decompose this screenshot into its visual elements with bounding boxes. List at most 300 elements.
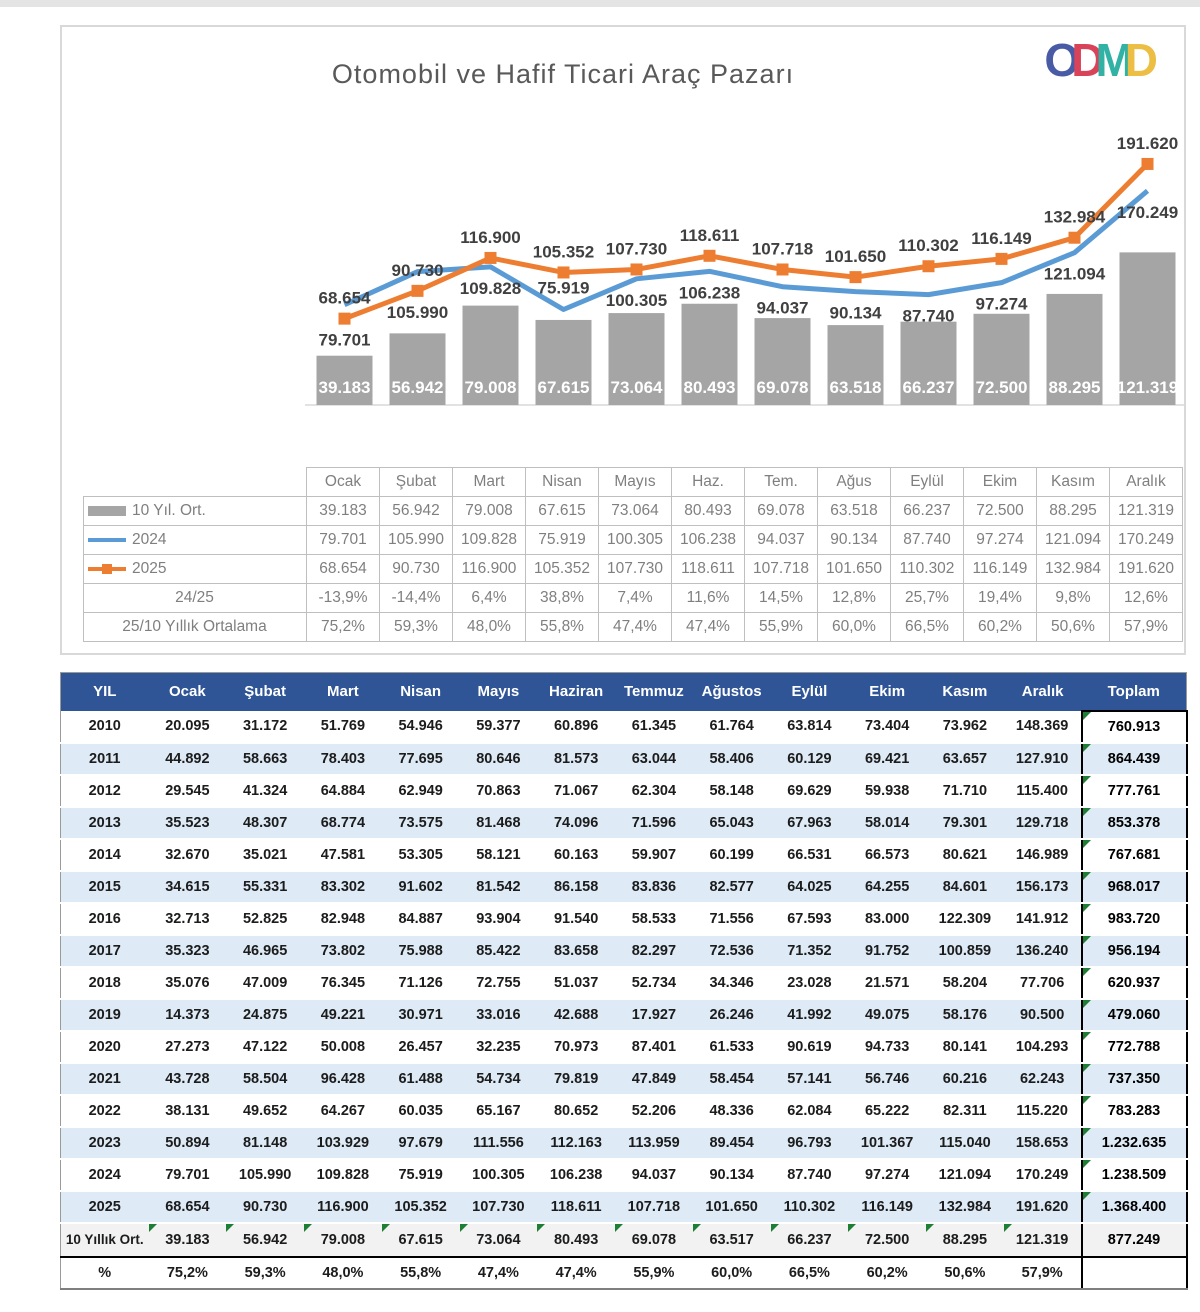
summary-cell: 69.078 [745,497,818,526]
month-value-cell: 62.243 [1004,1063,1082,1095]
logo-letter: O [1044,34,1081,86]
label-2024: 106.238 [678,283,741,303]
column-header: Ocak [149,673,227,711]
month-value-cell: 118.611 [537,1191,615,1223]
marker-2025 [777,263,789,275]
month-value-cell: 87.740 [771,1159,849,1191]
label-2024: 109.828 [459,278,522,298]
month-value-cell: 41.992 [771,999,849,1031]
month-value-cell: 121.094 [926,1159,1004,1191]
combo-chart [62,115,1186,462]
summary-cell: 107.718 [745,555,818,584]
month-value-cell: 57.141 [771,1063,849,1095]
green-triangle-icon [1083,840,1091,848]
month-value-cell: 58.406 [693,743,771,775]
bar-label: 66.237 [902,378,955,397]
label-2024: 105.990 [386,302,449,322]
column-header: Toplam [1082,673,1187,711]
month-value-cell: 31.172 [226,711,304,743]
month-value-cell: 68.774 [304,807,382,839]
month-value-cell: 71.710 [926,775,1004,807]
month-value-cell: 82.577 [693,871,771,903]
green-triangle-icon [304,1224,312,1232]
month-header: Ağus [818,468,891,497]
month-value-cell: 136.240 [1004,935,1082,967]
year-cell: 2023 [61,1127,149,1159]
green-triangle-icon [1083,1096,1091,1104]
green-triangle-icon [1083,1000,1091,1008]
month-value-cell: 17.927 [615,999,693,1031]
month-value-cell: 71.126 [382,967,460,999]
total-cell: 864.439 [1082,743,1187,775]
month-value-cell: 94.733 [848,1031,926,1063]
avg-total-cell: 877.249 [1082,1223,1187,1257]
percent-value-cell: 48,0% [304,1257,382,1289]
month-value-cell: 53.305 [382,839,460,871]
avg-value-cell: 79.008 [304,1223,382,1257]
month-value-cell: 71.556 [693,903,771,935]
summary-cell: 118.611 [672,555,745,584]
total-cell: 956.194 [1082,935,1187,967]
month-value-cell: 69.629 [771,775,849,807]
summary-cell: 97.274 [964,526,1037,555]
month-value-cell: 55.331 [226,871,304,903]
month-value-cell: 34.346 [693,967,771,999]
percent-value-cell: 60,2% [848,1257,926,1289]
year-cell: 2020 [61,1031,149,1063]
year-cell: 2016 [61,903,149,935]
month-value-cell: 60.216 [926,1063,1004,1095]
marker-2025 [923,260,935,272]
summary-cell: 55,9% [745,613,818,642]
summary-row [84,584,1183,613]
column-header: Şubat [226,673,304,711]
month-header: Mart [453,468,526,497]
month-value-cell: 79.819 [537,1063,615,1095]
month-header: Şubat [380,468,453,497]
month-value-cell: 62.084 [771,1095,849,1127]
total-cell: 983.720 [1082,903,1187,935]
logo-letter: M [1095,34,1134,86]
logo-letter: D [1071,34,1105,86]
bar-label: 73.064 [610,378,663,397]
year-cell: 2012 [61,775,149,807]
month-value-cell: 81.468 [460,807,538,839]
avg-value-cell: 67.615 [382,1223,460,1257]
month-header: Mayıs [599,468,672,497]
month-value-cell: 70.863 [460,775,538,807]
month-value-cell: 84.601 [926,871,1004,903]
month-value-cell: 32.670 [149,839,227,871]
column-header: Mayıs [460,673,538,711]
month-value-cell: 64.884 [304,775,382,807]
percent-value-cell: 60,0% [693,1257,771,1289]
bar-label: 69.078 [756,378,809,397]
month-value-cell: 110.302 [771,1191,849,1223]
month-value-cell: 81.148 [226,1127,304,1159]
label-2024: 170.249 [1116,202,1179,222]
summary-cell: 132.984 [1037,555,1110,584]
month-value-cell: 94.037 [615,1159,693,1191]
chart-summary-table [83,467,1183,642]
empty-corner [84,468,307,497]
total-cell: 1.238.509 [1082,1159,1187,1191]
summary-cell: 87.740 [891,526,964,555]
summary-row [84,497,1183,526]
percent-value-cell: 47,4% [537,1257,615,1289]
month-value-cell: 106.238 [537,1159,615,1191]
green-triangle-icon [1083,776,1091,784]
bar-label: 121.319 [1116,378,1179,397]
month-value-cell: 71.352 [771,935,849,967]
total-cell: 737.350 [1082,1063,1187,1095]
month-value-cell: 78.403 [304,743,382,775]
month-value-cell: 109.828 [304,1159,382,1191]
year-row [61,1159,1187,1191]
summary-cell: 25,7% [891,584,964,613]
month-value-cell: 71.596 [615,807,693,839]
label-2025: 107.718 [751,239,814,259]
month-value-cell: 33.016 [460,999,538,1031]
month-value-cell: 61.345 [615,711,693,743]
month-value-cell: 84.887 [382,903,460,935]
month-value-cell: 58.504 [226,1063,304,1095]
month-value-cell: 148.369 [1004,711,1082,743]
month-value-cell: 89.454 [693,1127,771,1159]
month-value-cell: 75.919 [382,1159,460,1191]
month-value-cell: 115.400 [1004,775,1082,807]
month-value-cell: 50.894 [149,1127,227,1159]
total-cell: 767.681 [1082,839,1187,871]
month-value-cell: 90.730 [226,1191,304,1223]
month-value-cell: 104.293 [1004,1031,1082,1063]
month-value-cell: 93.904 [460,903,538,935]
summary-cell: 67.615 [526,497,599,526]
summary-cell: 39.183 [307,497,380,526]
month-value-cell: 47.122 [226,1031,304,1063]
summary-cell: 121.319 [1110,497,1183,526]
month-value-cell: 74.096 [537,807,615,839]
percent-value-cell: 75,2% [149,1257,227,1289]
month-header-row [84,468,1183,497]
year-cell: 2021 [61,1063,149,1095]
label-2024: 87.740 [902,306,955,326]
month-value-cell: 20.095 [149,711,227,743]
month-value-cell: 81.573 [537,743,615,775]
month-value-cell: 63.657 [926,743,1004,775]
month-value-cell: 35.021 [226,839,304,871]
month-value-cell: 83.658 [537,935,615,967]
month-value-cell: 116.900 [304,1191,382,1223]
month-value-cell: 32.235 [460,1031,538,1063]
month-value-cell: 67.593 [771,903,849,935]
chart-title: Otomobil ve Hafif Ticari Araç Pazarı [331,59,795,89]
year-row [61,807,1187,839]
column-header: Temmuz [615,673,693,711]
month-value-cell: 90.500 [1004,999,1082,1031]
month-value-cell: 58.014 [848,807,926,839]
month-value-cell: 76.345 [304,967,382,999]
month-header: Aralık [1110,468,1183,497]
month-value-cell: 41.324 [226,775,304,807]
green-triangle-icon [1083,936,1091,944]
month-value-cell: 100.859 [926,935,1004,967]
month-value-cell: 115.220 [1004,1095,1082,1127]
month-value-cell: 48.307 [226,807,304,839]
year-row [61,1191,1187,1223]
summary-cell: 79.008 [453,497,526,526]
percent-row-label: % [61,1257,149,1289]
month-value-cell: 29.545 [149,775,227,807]
avg-value-cell: 121.319 [1004,1223,1082,1257]
year-row [61,1127,1187,1159]
year-cell: 2014 [61,839,149,871]
summary-cell: 116.149 [964,555,1037,584]
month-value-cell: 101.650 [693,1191,771,1223]
marker-2025 [412,285,424,297]
month-value-cell: 105.352 [382,1191,460,1223]
summary-cell: 38,8% [526,584,599,613]
month-value-cell: 80.621 [926,839,1004,871]
year-cell: 2025 [61,1191,149,1223]
month-value-cell: 64.025 [771,871,849,903]
month-value-cell: 61.488 [382,1063,460,1095]
month-value-cell: 107.718 [615,1191,693,1223]
month-value-cell: 68.654 [149,1191,227,1223]
month-value-cell: 97.274 [848,1159,926,1191]
summary-cell: 66,5% [891,613,964,642]
summary-cell: 12,6% [1110,584,1183,613]
summary-row-label: 2025 [84,555,307,584]
summary-cell: 59,3% [380,613,453,642]
summary-cell: 56.942 [380,497,453,526]
month-value-cell: 91.752 [848,935,926,967]
month-value-cell: 66.573 [848,839,926,871]
summary-cell: 105.352 [526,555,599,584]
summary-cell: 6,4% [453,584,526,613]
month-value-cell: 96.428 [304,1063,382,1095]
month-value-cell: 52.734 [615,967,693,999]
month-value-cell: 146.989 [1004,839,1082,871]
year-row [61,743,1187,775]
month-value-cell: 90.134 [693,1159,771,1191]
percent-value-cell: 66,5% [771,1257,849,1289]
month-value-cell: 69.421 [848,743,926,775]
year-cell: 2022 [61,1095,149,1127]
month-value-cell: 127.910 [1004,743,1082,775]
column-header: Kasım [926,673,1004,711]
month-value-cell: 58.121 [460,839,538,871]
month-value-cell: 91.540 [537,903,615,935]
green-triangle-icon [1083,872,1091,880]
month-value-cell: 14.373 [149,999,227,1031]
month-value-cell: 49.075 [848,999,926,1031]
summary-cell: 121.094 [1037,526,1110,555]
month-value-cell: 65.043 [693,807,771,839]
month-value-cell: 100.305 [460,1159,538,1191]
month-value-cell: 80.646 [460,743,538,775]
month-value-cell: 26.246 [693,999,771,1031]
table-header-row [61,673,1187,711]
column-header: Mart [304,673,382,711]
green-triangle-icon [1083,808,1091,816]
yearly-sales-table [60,672,1188,1290]
total-cell: 620.937 [1082,967,1187,999]
month-value-cell: 81.542 [460,871,538,903]
green-triangle-icon [1083,1160,1091,1168]
label-2025: 90.730 [391,260,444,280]
month-value-cell: 79.301 [926,807,1004,839]
month-value-cell: 82.948 [304,903,382,935]
month-value-cell: 59.377 [460,711,538,743]
month-value-cell: 47.009 [226,967,304,999]
month-value-cell: 54.946 [382,711,460,743]
month-value-cell: 191.620 [1004,1191,1082,1223]
summary-cell: 19,4% [964,584,1037,613]
green-triangle-icon [1083,1032,1091,1040]
summary-row-label: 10 Yıl. Ort. [84,497,307,526]
month-value-cell: 103.929 [304,1127,382,1159]
avg-value-cell: 69.078 [615,1223,693,1257]
bar-label: 39.183 [318,378,371,397]
green-triangle-icon [382,1224,390,1232]
green-triangle-icon [149,1224,157,1232]
marker-2025 [996,253,1008,265]
marker-2025 [850,271,862,283]
green-triangle-icon [226,1224,234,1232]
green-triangle-icon [1004,1224,1012,1232]
green-triangle-icon [1083,1192,1091,1200]
summary-row [84,555,1183,584]
summary-cell: 94.037 [745,526,818,555]
label-2024: 90.134 [829,303,882,323]
month-value-cell: 51.037 [537,967,615,999]
month-value-cell: 54.734 [460,1063,538,1095]
summary-cell: 57,9% [1110,613,1183,642]
month-value-cell: 101.367 [848,1127,926,1159]
month-value-cell: 35.076 [149,967,227,999]
summary-row [84,613,1183,642]
year-row [61,967,1187,999]
percent-value-cell: 55,8% [382,1257,460,1289]
year-row [61,775,1187,807]
month-value-cell: 70.973 [537,1031,615,1063]
month-value-cell: 48.336 [693,1095,771,1127]
summary-cell: 60,2% [964,613,1037,642]
summary-cell: 106.238 [672,526,745,555]
year-cell: 2024 [61,1159,149,1191]
month-value-cell: 27.273 [149,1031,227,1063]
month-value-cell: 91.602 [382,871,460,903]
month-value-cell: 59.938 [848,775,926,807]
month-value-cell: 65.222 [848,1095,926,1127]
month-value-cell: 63.814 [771,711,849,743]
percent-total-cell [1082,1257,1187,1289]
summary-cell: 73.064 [599,497,672,526]
summary-cell: 63.518 [818,497,891,526]
month-value-cell: 58.533 [615,903,693,935]
month-value-cell: 61.764 [693,711,771,743]
avg-value-cell: 63.517 [693,1223,771,1257]
summary-cell: 90.134 [818,526,891,555]
year-row [61,1031,1187,1063]
label-2024: 100.305 [605,290,668,310]
month-value-cell: 61.533 [693,1031,771,1063]
green-triangle-icon [1083,1064,1091,1072]
year-cell: 2010 [61,711,149,743]
green-triangle-icon [615,1224,623,1232]
summary-cell: 66.237 [891,497,964,526]
month-value-cell: 47.581 [304,839,382,871]
month-value-cell: 26.457 [382,1031,460,1063]
total-cell: 783.283 [1082,1095,1187,1127]
month-value-cell: 51.769 [304,711,382,743]
odmd-logo [1044,34,1158,86]
month-value-cell: 50.008 [304,1031,382,1063]
month-value-cell: 66.531 [771,839,849,871]
month-value-cell: 35.523 [149,807,227,839]
green-triangle-icon [1083,712,1091,720]
month-value-cell: 42.688 [537,999,615,1031]
month-value-cell: 23.028 [771,967,849,999]
green-triangle-icon [537,1224,545,1232]
label-2025: 116.900 [460,227,521,247]
month-value-cell: 73.802 [304,935,382,967]
month-value-cell: 64.267 [304,1095,382,1127]
month-value-cell: 30.971 [382,999,460,1031]
month-value-cell: 46.965 [226,935,304,967]
month-value-cell: 32.713 [149,903,227,935]
avg-value-cell: 56.942 [226,1223,304,1257]
green-triangle-icon [1083,968,1091,976]
avg-value-cell: 80.493 [537,1223,615,1257]
year-cell: 2011 [61,743,149,775]
month-value-cell: 96.793 [771,1127,849,1159]
month-value-cell: 90.619 [771,1031,849,1063]
summary-cell: 47,4% [599,613,672,642]
month-value-cell: 35.323 [149,935,227,967]
month-header: Kasım [1037,468,1110,497]
month-value-cell: 52.825 [226,903,304,935]
total-cell: 853.378 [1082,807,1187,839]
summary-row-label: 2024 [84,526,307,555]
label-2025: 116.149 [971,228,1032,248]
month-value-cell: 82.311 [926,1095,1004,1127]
summary-cell: 68.654 [307,555,380,584]
marker-2025 [631,263,643,275]
month-value-cell: 64.255 [848,871,926,903]
year-row [61,711,1187,743]
label-2025: 107.730 [605,239,668,259]
month-value-cell: 21.571 [848,967,926,999]
month-value-cell: 82.297 [615,935,693,967]
green-triangle-icon [1083,744,1091,752]
summary-cell: 170.249 [1110,526,1183,555]
column-header: Nisan [382,673,460,711]
column-header: Eylül [771,673,849,711]
avg-value-cell: 72.500 [848,1223,926,1257]
month-value-cell: 60.896 [537,711,615,743]
legend-line-2024 [88,538,126,542]
month-value-cell: 49.221 [304,999,382,1031]
total-cell: 479.060 [1082,999,1187,1031]
summary-cell: 11,6% [672,584,745,613]
label-2024: 97.274 [975,294,1028,314]
summary-cell: 116.900 [453,555,526,584]
summary-cell: 75.919 [526,526,599,555]
green-triangle-icon [1083,904,1091,912]
month-value-cell: 141.912 [1004,903,1082,935]
